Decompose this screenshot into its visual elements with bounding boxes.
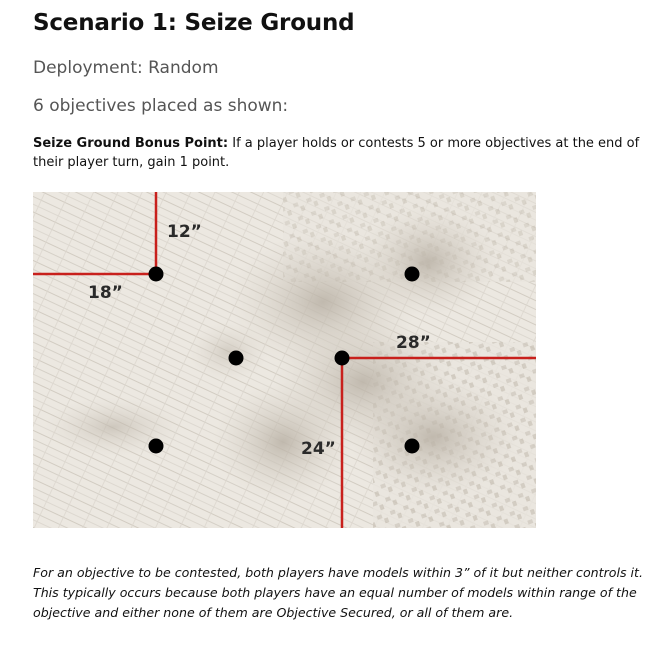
distance-label-28: 28” (396, 333, 431, 353)
bonus-label: Seize Ground Bonus Point: (33, 136, 229, 151)
bonus-rule (33, 134, 648, 172)
objectives-text: 6 objectives placed as shown: (33, 96, 289, 116)
scenario-title: Scenario 1: Seize Ground (33, 10, 355, 36)
distance-label-24: 24” (301, 439, 336, 459)
objective-marker (405, 439, 420, 454)
battlefield-map (33, 192, 536, 528)
deployment-text: Deployment: Random (33, 58, 219, 78)
objective-marker (149, 439, 164, 454)
distance-label-12: 12” (167, 222, 202, 242)
objective-marker (229, 351, 244, 366)
distance-label-18: 18” (88, 283, 123, 303)
contested-note: For an objective to be contested, both players have models within 3” of it but neither controls it. This typically occurs because both players have an equal number of models within range of the objective and either none of them are Objective Secured, or all of them are. (33, 565, 643, 620)
battlefield-svg (33, 192, 536, 528)
objective-marker (149, 267, 164, 282)
objective-marker (405, 267, 420, 282)
objective-marker (335, 351, 350, 366)
bonus-text: If a player holds or contests 5 or more objectives at the end of their player turn, gain 1 point. (33, 136, 640, 170)
